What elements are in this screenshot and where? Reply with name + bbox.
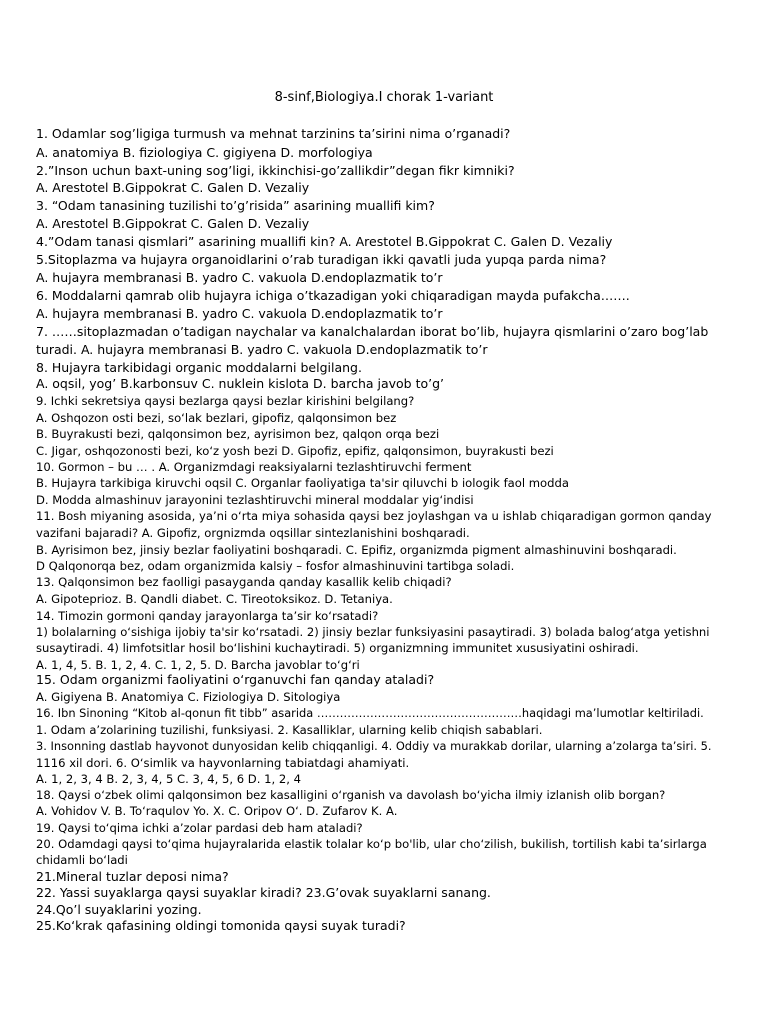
question-22-23: 22. Yassi suyaklarga qaysi suyaklar kiradi? 23.G’ovak suyaklarni sanang. (36, 885, 491, 900)
question-2: 2.”Inson uchun baxt-uning sog’ligi, ikkinchisi-go’zallikdir”degan fikr kimniki? (36, 163, 515, 178)
question-6: 6. Moddalarni qamrab olib hujayra ichiga o’tkazadigan yoki chiqaradigan mayda pufakcha……. (36, 288, 630, 303)
question-14-statements-continued: susaytiradi. 4) limfotsitlar hosil bo‘lishini kuchaytiradi. 5) organizmning immunitet xususiyatini oshiradi. (36, 641, 639, 655)
answer-options-11bc: B. Ayrisimon bez, jinsiy bezlar faoliyatini boshqaradi. C. Epifiz, organizmda pigment almashinuvini boshqaradi. (36, 543, 677, 557)
answer-options-13: A. Gipoteprioz. B. Qandli diabet. C. Tireotoksikoz. D. Tetaniya. (36, 592, 393, 606)
answer-options-18: A. Vohidov V. B. To‘raqulov Yo. X. C. Oripov O‘. D. Zufarov K. A. (36, 804, 398, 818)
answer-options-8: A. oqsil, yog’ B.karbonsuv C. nuklein kislota D. barcha javob to’g’ (36, 376, 445, 391)
question-9: 9. Ichki sekretsiya qaysi bezlarga qaysi bezlar kirishini belgilang? (36, 394, 415, 408)
question-7: 7. ……sitoplazmadan o’tadigan naychalar va kanalchalardan iborat bo’lib, hujayra qismlarini o’zaro bog’lab (36, 324, 709, 339)
question-11: 11. Bosh miyaning asosida, ya’ni o‘rta miya sohasida qaysi bez joylashgan va u ishlab chiqaradigan gormon qanday (36, 509, 712, 523)
answer-option-9b: B. Buyrakusti bezi, qalqonsimon bez, ayrisimon bez, qalqon orqa bezi (36, 427, 440, 441)
question-16-item-5-6: 1116 xil dori. 6. O‘simlik va hayvonlarning tabiatdagi ahamiyati. (36, 756, 410, 770)
question-21: 21.Mineral tuzlar deposi nima? (36, 869, 229, 884)
question-11-continued: vazifani bajaradi? A. Gipofiz, orgnizmda oqsillar sintezlanishini boshqaradi. (36, 526, 470, 540)
answer-option-10d: D. Modda almashinuv jarayonini tezlashtiruvchi mineral moddalar yig‘indisi (36, 493, 474, 507)
question-8: 8. Hujayra tarkibidagi organic moddalarni belgilang. (36, 360, 362, 375)
question-14: 14. Timozin gormoni qanday jarayonlarga ta’sir ko‘rsatadi? (36, 609, 379, 623)
answer-options-6: A. hujayra membranasi B. yadro C. vakuola D.endoplazmatik to’r (36, 306, 443, 321)
page-title: 8-sinf,Biologiya.I chorak 1-variant (274, 90, 494, 105)
question-16-item-3-5: 3. Insonning dastlab hayvonot dunyosidan kelib chiqqanligi. 4. Oddiy va murakkab dorilar, ularning a’zolarga ta’siri. 5. (36, 739, 712, 753)
answer-option-9a: A. Oshqozon osti bezi, so‘lak bezlari, gipofiz, qalqonsimon bez (36, 411, 397, 425)
question-18: 18. Qaysi o‘zbek olimi qalqonsimon bez kasalligini o‘rganish va davolash bo‘yicha ilmiy izlanish olib borgan? (36, 788, 666, 802)
question-7-continued: turadi. A. hujayra membranasi B. yadro C. vakuola D.endoplazmatik to’r (36, 342, 488, 357)
question-16: 16. Ibn Sinoning “Kitob al-qonun fit tibb” asarida ………………………………………………haqidagi ma’lumotlar keltiriladi. (36, 706, 704, 720)
question-4: 4.”Odam tanasi qismlari” asarining muallifi kin? A. Arestotel B.Gippokrat C. Galen D. Vezaliy (36, 234, 613, 249)
answer-options-9cd: C. Jigar, oshqozonosti bezi, ko‘z yosh bezi D. Gipofiz, epifiz, qalqonsimon, buyrakusti bezi (36, 444, 554, 458)
question-16-item-1-2: 1. Odam a’zolarining tuzilishi, funksiyasi. 2. Kasalliklar, ularning kelib chiqish sabablari. (36, 723, 543, 737)
question-13: 13. Qalqonsimon bez faolligi pasayganda qanday kasallik kelib chiqadi? (36, 575, 452, 589)
question-1: 1. Odamlar sog’ligiga turmush va mehnat tarzinins ta’sirini nima o’rganadi? (36, 126, 511, 141)
question-20-continued: chidamli bo‘ladi (36, 853, 128, 867)
question-5: 5.Sitoplazma va hujayra organoidlarini o’rab turadigan ikki qavatli juda yupqa parda nima? (36, 252, 607, 267)
question-20: 20. Odamdagi qaysi to‘qima hujayralarida elastik tolalar ko‘p bo'lib, ular cho‘zilish, bukilish, tortilish kabi ta’sirlarga (36, 837, 707, 851)
answer-options-1: A. anatomiya B. fiziologiya C. gigiyena D. morfologiya (36, 145, 373, 160)
answer-options-16: A. 1, 2, 3, 4 B. 2, 3, 4, 5 C. 3, 4, 5, 6 D. 1, 2, 4 (36, 772, 301, 786)
answer-option-11d: D Qalqonorqa bez, odam organizmida kalsiy – fosfor almashinuvini tartibga soladi. (36, 559, 515, 573)
question-14-statements: 1) bolalarning o‘sishiga ijobiy ta'sir ko‘rsatadi. 2) jinsiy bezlar funksiyasini pasaytiradi. 3) bolada balog‘atga yetishni (36, 625, 710, 639)
question-25: 25.Ko‘krak qafasining oldingi tomonida qaysi suyak turadi? (36, 918, 406, 933)
question-10: 10. Gormon – bu … . A. Organizmdagi reaksiyalarni tezlashtiruvchi ferment (36, 460, 472, 474)
answer-options-2: A. Arestotel B.Gippokrat C. Galen D. Vezaliy (36, 180, 310, 195)
question-3: 3. “Odam tanasining tuzilishi to’g’risida” asarining muallifi kim? (36, 198, 435, 213)
answer-options-5: A. hujayra membranasi B. yadro C. vakuola D.endoplazmatik to’r (36, 270, 443, 285)
question-19: 19. Qaysi to‘qima ichki a’zolar pardasi deb ham ataladi? (36, 821, 363, 835)
answer-options-14: A. 1, 4, 5. B. 1, 2, 4. C. 1, 2, 5. D. Barcha javoblar to‘g‘ri (36, 658, 360, 672)
question-15: 15. Odam organizmi faoliyatini o‘rganuvchi fan qanday ataladi? (36, 672, 435, 687)
answer-options-3: A. Arestotel B.Gippokrat C. Galen D. Vezaliy (36, 216, 310, 231)
question-24: 24.Qo’l suyaklarini yozing. (36, 902, 202, 917)
answer-options-10bc: B. Hujayra tarkibiga kiruvchi oqsil C. Organlar faoliyatiga ta'sir qiluvchi b iologik faol modda (36, 476, 569, 490)
answer-options-15: A. Gigiyena B. Anatomiya C. Fiziologiya D. Sitologiya (36, 690, 341, 704)
